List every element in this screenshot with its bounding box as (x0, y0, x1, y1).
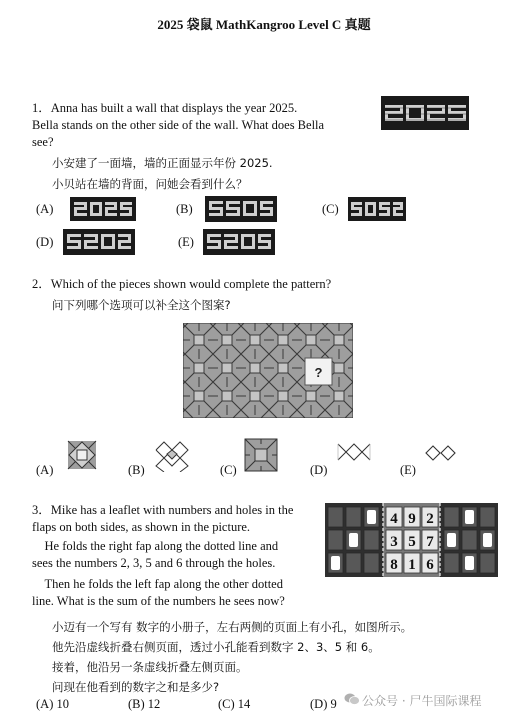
q3-grid-cell: 7 (426, 534, 434, 550)
q1-option-c-image[interactable] (348, 197, 406, 221)
q1-number: 1． (32, 101, 51, 115)
q1-en-line3: see? (32, 135, 54, 149)
q2-option-c-image[interactable] (243, 437, 279, 473)
q3-en-line3: He folds the right fap along the dotted line and (44, 539, 279, 553)
q1-wall-image (381, 96, 469, 130)
q3-en-line2: flaps on both sides, as shown in the picture. (32, 520, 251, 534)
q2-option-c[interactable]: (C) (220, 463, 237, 477)
q1-option-a-image[interactable] (70, 197, 136, 221)
q3-number: 3． (32, 503, 51, 517)
q3-option-b[interactable]: (B) 12 (128, 697, 161, 711)
q3-leaflet-image (325, 503, 498, 577)
q3-grid-cell: 2 (426, 511, 434, 527)
q1-option-b-image[interactable] (205, 196, 277, 222)
q3-grid-cell: 4 (390, 511, 398, 527)
q2-option-e-image[interactable] (424, 443, 458, 463)
q2-option-d-image[interactable] (336, 440, 372, 468)
q3-text (32, 502, 317, 536)
q1-option-e[interactable]: (E) (178, 235, 194, 249)
q3-cn-line1: 小迈有一个写有 数字的小册子，左右两侧的页面上有小孔，如图所示。 (52, 620, 413, 634)
q3-grid-cell: 8 (390, 557, 398, 573)
q1-option-d-image[interactable] (63, 229, 135, 255)
q3-grid-cell: 6 (426, 557, 434, 573)
q1-cn-line2: 小贝站在墙的背面，问她会看到什么？ (52, 177, 248, 191)
q1-option-b[interactable]: (B) (176, 202, 193, 216)
q1-option-c[interactable]: (C) (322, 202, 339, 216)
q2-option-b[interactable]: (B) (128, 463, 145, 477)
q3-text-2 (32, 538, 317, 572)
q3-option-d[interactable]: (D) 9 (310, 697, 337, 711)
q3-cn-line4: 问现在他看到的数字之和是多少? (52, 680, 220, 694)
q3-grid-cell: 3 (390, 534, 398, 550)
q2-option-a[interactable]: (A) (36, 463, 54, 477)
q3-grid-cell: 5 (408, 534, 416, 550)
q1-text (32, 100, 324, 151)
q3-grid-cell: 1 (408, 557, 416, 573)
q3-option-a[interactable]: (A) 10 (36, 697, 69, 711)
q3-en-line5: Then he folds the left fap along the other dotted (44, 577, 283, 591)
q3-cn-line2: 他先沿虚线折叠右侧页面，透过小孔能看到数字 2、3、5 和 6。 (52, 640, 380, 654)
q3-text-3 (32, 576, 332, 610)
page-title: 2025 袋鼠 MathKangroo Level C 真题 (157, 17, 371, 32)
watermark-text: 公众号 · 尸牛国际课程 (362, 694, 482, 708)
q2-pattern-image (183, 323, 353, 418)
q2-text (32, 276, 331, 293)
q3-en-line6: line. What is the sum of the numbers he sees now? (32, 594, 285, 608)
q2-cn-line1: 问下列哪个选项可以补全这个图案? (52, 298, 231, 312)
q1-option-a[interactable]: (A) (36, 202, 54, 216)
q3-en-line1: Mike has a leaflet with numbers and holes in the (50, 503, 294, 517)
q1-option-e-image[interactable] (203, 229, 275, 255)
q3-cn-line3: 接着，他沿另一条虚线折叠左侧页面。 (52, 660, 248, 674)
q2-number: 2． (32, 277, 51, 291)
q2-option-a-image[interactable] (65, 438, 99, 472)
q3-grid-cell: 9 (408, 511, 416, 527)
q3-option-c[interactable]: (C) 14 (218, 697, 251, 711)
q1-en-line2: Bella stands on the other side of the wall. What does Bella (32, 118, 325, 132)
wechat-icon (344, 692, 360, 706)
q2-en-line1: Which of the pieces shown would complete the pattern? (50, 277, 332, 291)
q2-question-mark: ? (314, 365, 323, 380)
q2-option-d[interactable]: (D) (310, 463, 328, 477)
q1-cn-line1: 小安建了一面墙，墙的正面显示年份 2025. (52, 156, 273, 170)
q1-option-d[interactable]: (D) (36, 235, 54, 249)
q3-en-line4: sees the numbers 2, 3, 5 and 6 through the holes. (32, 556, 276, 570)
q2-option-e[interactable]: (E) (400, 463, 416, 477)
q2-option-b-image[interactable] (154, 440, 190, 472)
q1-en-line1: Anna has built a wall that displays the year 2025. (50, 101, 298, 115)
